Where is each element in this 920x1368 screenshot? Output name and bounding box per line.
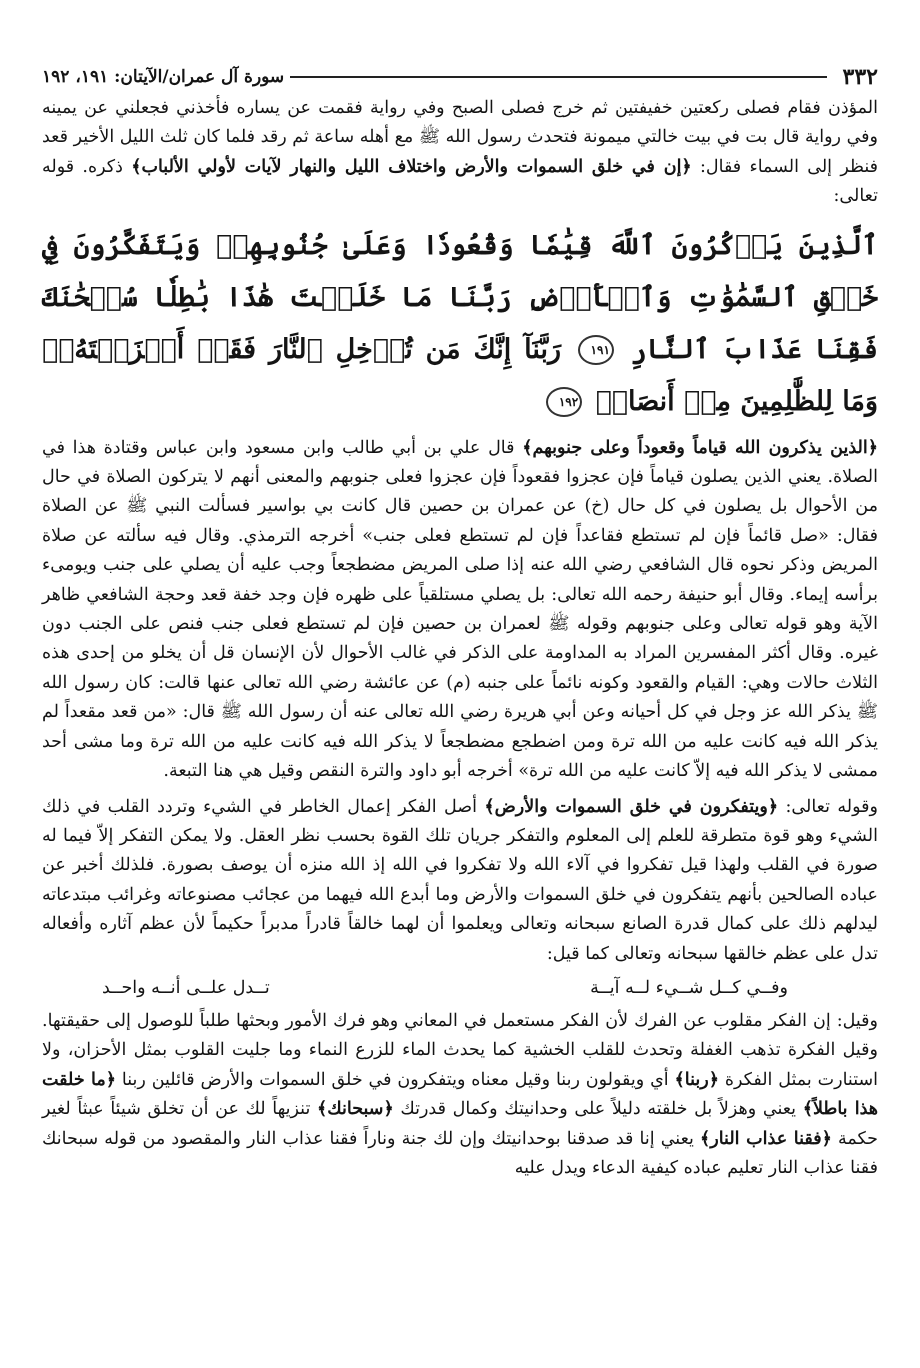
book-page (42, 60, 878, 1350)
commentary-text: وقيل: إن الفكر مقلوب عن الفرك لأن الفكر مستعمل في المعاني وهو فرك الأمور وبحثها طلباً للوصول إلى حقيقتها. وقيل الفكرة تذهب الغفلة وتحدث للقلب الخشية كما يحدث الماء للزرع النماء وما جليت القلوب بمثل الأحزان، ولا استنارت بمثل الفكرة (42, 1010, 878, 1090)
intro-line-2: وفي رواية قال بت في بيت خالتي ميمونة فتحدث رسول الله ﷺ مع أهله ساعة ثم رقد فلما كان ثلث الليل الأخير (73, 127, 878, 148)
poem-first-hemistich: وفــي كــل شــيء لــه آيــة (590, 977, 788, 998)
intro-line-5: ذكره. قوله تعالى: (42, 156, 878, 207)
ayah-number-marker: ١٩٢ (546, 387, 582, 417)
verse-text-191: ٱلَّذِينَ يَذۡكُرُونَ ٱللَّهَ قِيَٰمٗا وَقُعُودٗا وَعَلَىٰ جُنُوبِهِمۡ وَيَتَفَكَّرُونَ فِي خَلۡقِ ٱلسَّمَٰوَٰتِ وَٱلۡأَرۡضِ رَبَّنَا مَا خَلَقۡتَ هَٰذَا بَٰطِلٗا سُبۡحَٰنَكَ فَقِنَا عَذَابَ ٱلنَّارِ (42, 229, 878, 365)
commentary-paragraph-3 (42, 1007, 878, 1183)
verse-text-192: رَبَّنَآ إِنَّكَ مَن تُدۡخِلِ ٱلنَّارَ فَقَدۡ أَخۡزَيۡتَهُۥۖ وَمَا لِلظَّٰلِمِينَ مِنۡ أَنصَارٖ (42, 333, 878, 417)
quoted-phrase: ﴿ربنا﴾ (674, 1069, 719, 1090)
commentary-text: يعني إنا قد صدقنا بوحدانيتك وإن لك جنة وناراً فقنا عذاب النار والمقصود من قوله سبحانك فقنا عذاب النار تعليم عباده كيفية الدعاء ويدل عليه (42, 1128, 878, 1178)
commentary-paragraph-1 (42, 434, 878, 787)
commentary-text: قال علي بن أبي طالب وابن مسعود وابن عباس وقتادة هذا في الصلاة. يعني الذين يصلون قياماً فإن عجزوا فقعوداً فإن عجزوا فعلى جنوبهم والمعنى أنهم لا يتركون الصلاة في حال من الأحوال بل يصلون في كل حال (خ) عن عمران بن حصين قال كانت بي بواسير فسألت النبي ﷺ عن الصلاة فقال: «صل قائماً فإن لم تستطع فقاعداً فإن لم تستطع فعلى جنب» أخرجه الترمذي. وقال فيه سألته عن صلاة المريض وذكر نحوه قال الشافعي رضي الله عنه إذا صلى المريض مضطجعاً وجب عليه أن يصلي على جنب ويومىء برأسه إيماء. وقال أبو حنيفة رحمه الله تعالى: بل يصلي مستلقياً على ظهره فإن وجد خفة قعد وحجة الشافعي ظاهر الآية وهو قوله تعالى وعلى جنوبهم وقوله ﷺ لعمران بن حصين فإن لم تستطع فعلى جنب فنص على الجنب دون غيره. وقال أكثر المفسرين المراد به المداومة على الذكر في غالب الأحوال لأن الإنسان قل أن يخلو من إحدى هذه الثلاث حالات وهي: القيام والقعود وكونه نائماً على جنبه (م) عن عائشة رضي الله تعالى عنها قالت: كان رسول الله ﷺ يذكر الله عز وجل في كل أحيانه وعن أبي هريرة رضي الله تعالى عنه أن رسول الله ﷺ قال: «من قعد مقعداً لم يذكر الله فيه كانت عليه من الله ترة ومن اضطجع مضطجعاً لا يذكر الله فيه كانت عليه من الله ترة وما مشى أحد ممشى لا يذكر الله فيه إلاّ كانت عليه من الله ترة» أخرجه أبو داود والترة النقص وقيل هي هنا التبعة. (42, 437, 878, 782)
quoted-phrase: ﴿سبحانك﴾ (317, 1099, 394, 1120)
commentary-text: أصل الفكر إعمال الخاطر في الشيء وتردد القلب في ذلك الشيء وهو قوة متطرقة للعلم إلى المعلوم والتفكر جريان تلك القوة بحسب نظر العقل. ولا يمكن التفكر إلاّ فيما له صورة في القلب ولهذا قيل تفكروا في آلاء الله ولا تفكروا في الله إذ الله منزه أن يوصف بصورة. فلذلك أخبر عن عباده الصالحين بأنهم يتفكرون في خلق السموات والأرض وما أبدع الله فيهما من عجائب مصنوعاته وغرائب مبتدعاته ليدلهم ذلك على كمال قدرة الصانع سبحانه وتعالى ويعلموا أن لهما خالقاً قادراً مدبراً حكيماً لأن عظم آثاره وأفعاله تدل على عظم خالقها سبحانه وتعالى كما قيل: (42, 796, 878, 964)
commentary-text: تنزيهاً لك عن أن تخلق شيئاً عبثاً لغير حكمة (42, 1099, 878, 1149)
poem-second-hemistich: تــدل علــى أنــه واحــد (102, 977, 270, 998)
quoted-phrase: ﴿ويتفكرون في خلق السموات والأرض﴾ (484, 796, 779, 817)
commentary-lead: وقوله تعالى: (785, 796, 878, 817)
intro-paragraph (42, 94, 878, 212)
ayah-number-marker: ١٩١ (578, 335, 614, 365)
quran-verse-block (42, 220, 878, 428)
intro-line-3: قعد فنظر إلى السماء فقال: (42, 127, 878, 177)
commentary-text: يعني وهزلاً بل خلقته دليلاً على وحدانيتك وكمال قدرتك (400, 1099, 797, 1120)
page-number: ٣٣٢ (842, 64, 878, 90)
running-title: سورة آل عمران/الآيتان: ١٩١، ١٩٢ (42, 67, 285, 87)
quran-quote: ﴿إن في خلق السموات والأرض واختلاف الليل والنهار لآيات لأولي الألباب﴾ (131, 156, 692, 177)
commentary-text: أي ويقولون ربنا وقيل معناه ويتفكرون في خلق السموات والأرض قائلين ربنا (121, 1069, 669, 1090)
quoted-phrase: ﴿ما خلقت هذا باطلاً﴾ (42, 1069, 878, 1120)
commentary-paragraph-2 (42, 793, 878, 969)
page-header (42, 60, 878, 94)
intro-line-1: المؤذن فقام فصلى ركعتين خفيفتين ثم خرج فصلى الصبح وفي رواية فقمت عن يساره فأخذني فجعلني عن يمينه (42, 98, 878, 118)
quoted-phrase: ﴿الذين يذكرون الله قياماً وقعوداً وعلى جنوبهم﴾ (522, 437, 878, 458)
quoted-phrase: ﴿فقنا عذاب النار﴾ (700, 1128, 832, 1149)
header-rule (290, 76, 826, 78)
poetry-verse (42, 969, 878, 1007)
